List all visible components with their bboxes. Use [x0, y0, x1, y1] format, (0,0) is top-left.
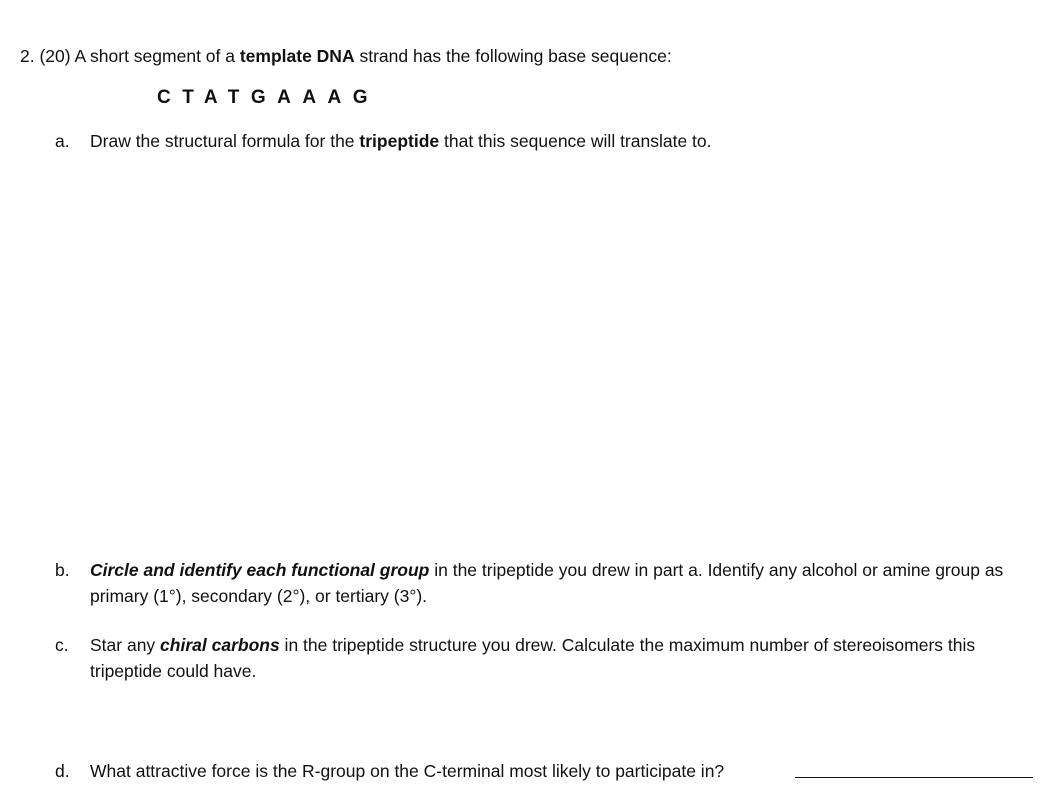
part-b-letter: b.: [55, 560, 70, 580]
part-c-text: [90, 632, 1035, 684]
answer-blank-line[interactable]: [795, 777, 1033, 778]
question-bold-term: template DNA: [239, 46, 355, 66]
part-c-pre: Star any: [90, 635, 161, 655]
question-suffix: strand has the following base sequence:: [354, 46, 672, 66]
part-a-pre: Draw the structural formula for the: [90, 131, 360, 151]
part-a-bold: tripeptide: [359, 131, 440, 151]
part-a-post: that this sequence will translate to.: [439, 131, 712, 151]
question-header: [20, 43, 672, 69]
dna-sequence: CTATGAAAG: [157, 87, 380, 108]
question-prefix: 2. (20) A short segment of a: [20, 46, 240, 66]
part-b-bold-italic: Circle and identify each functional group: [90, 560, 430, 580]
part-b-post: in the tripeptide you drew in part a. Identify any alcohol or amine group as primary (1°), secondary (2°), or tertiary (3°).: [90, 560, 1004, 606]
part-c-post: in the tripeptide structure you drew. Calculate the maximum number of stereoisomers this tripeptide could have.: [90, 635, 976, 681]
part-a-letter: a.: [55, 131, 70, 151]
part-d-text: What attractive force is the R-group on the C-terminal most likely to participate in?: [90, 761, 725, 781]
part-b-text: [90, 557, 1035, 609]
part-a-text: [90, 128, 1035, 154]
part-d-letter: d.: [55, 761, 70, 781]
part-c-letter: c.: [55, 635, 69, 655]
part-c-bold-italic: chiral carbons: [160, 635, 280, 655]
